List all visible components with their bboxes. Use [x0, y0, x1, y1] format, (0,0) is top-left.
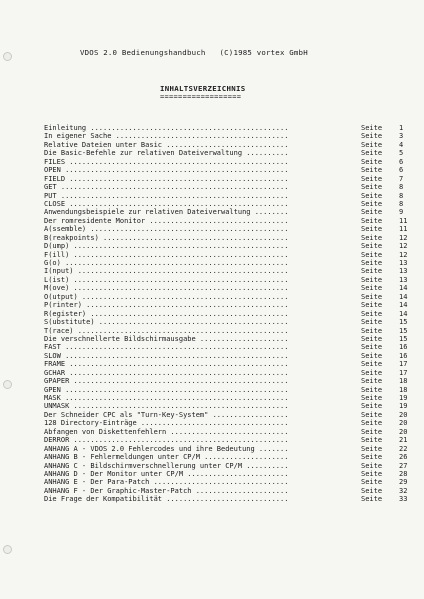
toc-page-number: 15: [399, 318, 408, 327]
toc-row: [44, 478, 416, 486]
toc-row: [44, 284, 416, 292]
punch-hole: [3, 380, 12, 389]
toc-seite-label: Seite: [361, 486, 383, 495]
toc-seite-label: Seite: [361, 242, 383, 251]
toc-seite-label: Seite: [361, 334, 383, 343]
toc-page-number: 4: [399, 140, 404, 149]
toc-seite-label: Seite: [361, 208, 383, 217]
toc-page-number: 15: [399, 326, 408, 335]
toc-entry: S(ubstitute) .............................................: [44, 318, 289, 327]
toc-page-number: 19: [399, 394, 408, 402]
toc-entry: T(race) ..................................................: [44, 326, 289, 335]
toc-seite-label: Seite: [361, 166, 383, 175]
toc-page-number: 3: [399, 132, 404, 141]
toc-row: [44, 208, 416, 216]
page-title: INHALTSVERZEICHNIS: [160, 84, 246, 93]
toc-entry: MASK .....................................................: [44, 394, 289, 402]
toc-page-number: 16: [399, 343, 408, 352]
toc-seite-label: Seite: [361, 225, 383, 234]
toc-seite-label: Seite: [361, 351, 383, 360]
toc-page-number: 14: [399, 301, 408, 310]
toc-page-number: 21: [399, 436, 408, 445]
toc-row: [44, 276, 416, 284]
toc-page-number: 6: [399, 157, 404, 166]
toc-entry: OPEN .....................................................: [44, 166, 289, 175]
toc-seite-label: Seite: [361, 453, 383, 462]
toc-seite-label: Seite: [361, 174, 383, 183]
toc-row: [44, 175, 416, 183]
toc-seite-label: Seite: [361, 326, 383, 335]
toc-seite-label: Seite: [361, 301, 383, 310]
toc-page-number: 22: [399, 444, 408, 453]
toc-entry: UNMASK ...................................................: [44, 402, 289, 411]
toc-row: [44, 141, 416, 149]
toc-entry: Relative Dateien unter Basic .............................: [44, 140, 289, 149]
toc-row: [44, 132, 416, 140]
toc-row: [44, 445, 416, 453]
toc-page-number: 13: [399, 259, 408, 267]
toc-entry: Abfangen von Diskettenfehlern ............................: [44, 427, 289, 436]
toc-page-number: 29: [399, 478, 408, 487]
toc-seite-label: Seite: [361, 368, 383, 377]
toc-entry: FIELD ....................................................: [44, 174, 289, 183]
toc-row: [44, 267, 416, 275]
toc-row: [44, 428, 416, 436]
toc-seite-label: Seite: [361, 427, 383, 436]
toc-page-number: 12: [399, 233, 408, 242]
toc-page-number: 12: [399, 250, 408, 259]
toc-page-number: 32: [399, 486, 408, 495]
toc-seite-label: Seite: [361, 233, 383, 242]
toc-seite-label: Seite: [361, 495, 383, 504]
header-copyright: (C)1985 vortex GmbH: [219, 48, 308, 57]
toc-row: [44, 217, 416, 225]
toc-page-number: 17: [399, 368, 408, 377]
toc-row: [44, 394, 416, 402]
punch-hole: [3, 52, 12, 61]
toc-entry: ANHANG D - Der Monitor unter CP/M ........................: [44, 469, 289, 478]
toc-row: [44, 411, 416, 419]
toc-page-number: 13: [399, 275, 408, 284]
toc-row: [44, 402, 416, 410]
toc-seite-label: Seite: [361, 402, 383, 411]
toc-entry: ANHANG F - Der Graphic-Master-Patch ......................: [44, 486, 289, 495]
toc-entry: M(ove) ...................................................: [44, 284, 289, 293]
toc-page-number: 20: [399, 410, 408, 419]
page-header: [80, 48, 308, 57]
toc-entry: L(ist) ...................................................: [44, 275, 289, 284]
toc-seite-label: Seite: [361, 275, 383, 284]
toc-seite-label: Seite: [361, 394, 383, 402]
toc-row: [44, 158, 416, 166]
title-underline: ==================: [160, 93, 242, 101]
toc-entry: ANHANG A - VDOS 2.0 Fehlercodes und ihre Bedeutung .......: [44, 444, 289, 453]
toc-row: [44, 453, 416, 461]
toc-page-number: 16: [399, 351, 408, 360]
toc-page-number: 27: [399, 461, 408, 470]
toc-entry: FRAME ....................................................: [44, 360, 289, 369]
toc-seite-label: Seite: [361, 132, 383, 141]
toc-page-number: 8: [399, 191, 404, 200]
toc-row: [44, 419, 416, 427]
table-of-contents: [44, 124, 416, 504]
toc-row: [44, 386, 416, 394]
toc-seite-label: Seite: [361, 149, 383, 158]
toc-row: [44, 200, 416, 208]
toc-seite-label: Seite: [361, 410, 383, 419]
toc-row: [44, 436, 416, 444]
toc-entry: FAST .....................................................: [44, 343, 289, 352]
toc-row: [44, 124, 416, 132]
toc-page-number: 12: [399, 242, 408, 251]
toc-page-number: 17: [399, 360, 408, 369]
toc-entry: B(reakpoints) ............................................: [44, 233, 289, 242]
toc-entry: GPAPER ...................................................: [44, 377, 289, 386]
toc-seite-label: Seite: [361, 157, 383, 166]
toc-row: [44, 183, 416, 191]
toc-entry: D(ump) ...................................................: [44, 242, 289, 251]
toc-seite-label: Seite: [361, 216, 383, 225]
toc-page-number: 7: [399, 174, 404, 183]
toc-entry: CLOSE ....................................................: [44, 199, 289, 208]
toc-seite-label: Seite: [361, 419, 383, 428]
toc-entry: GPEN .....................................................: [44, 385, 289, 394]
toc-row: [44, 251, 416, 259]
toc-page-number: 19: [399, 402, 408, 411]
toc-page-number: 26: [399, 453, 408, 462]
toc-row: [44, 335, 416, 343]
toc-page-number: 6: [399, 166, 404, 175]
toc-page-number: 8: [399, 183, 404, 192]
toc-row: [44, 377, 416, 385]
toc-page-number: 1: [399, 124, 404, 132]
toc-page-number: 28: [399, 469, 408, 478]
toc-seite-label: Seite: [361, 267, 383, 276]
toc-page-number: 11: [399, 225, 408, 234]
punch-hole: [3, 545, 12, 554]
toc-entry: GET ......................................................: [44, 183, 289, 192]
toc-row: [44, 343, 416, 351]
toc-row: [44, 360, 416, 368]
toc-entry: P(rinter) ................................................: [44, 301, 289, 310]
toc-page-number: 14: [399, 292, 408, 301]
toc-seite-label: Seite: [361, 124, 383, 132]
toc-seite-label: Seite: [361, 259, 383, 267]
toc-entry: SLOW .....................................................: [44, 351, 289, 360]
toc-seite-label: Seite: [361, 436, 383, 445]
toc-entry: ANHANG B - Fehlermeldungen unter CP/M ....................: [44, 453, 289, 462]
toc-row: [44, 225, 416, 233]
toc-entry: G(o) .....................................................: [44, 259, 289, 267]
toc-page-number: 8: [399, 199, 404, 208]
toc-row: [44, 327, 416, 335]
toc-page-number: 15: [399, 334, 408, 343]
toc-entry: Einleitung ...............................................: [44, 124, 289, 132]
toc-row: [44, 293, 416, 301]
toc-entry: Die verschnellerte Bildschirmausgabe .....................: [44, 334, 289, 343]
toc-page-number: 11: [399, 216, 408, 225]
toc-row: [44, 310, 416, 318]
toc-page-number: 33: [399, 495, 408, 504]
toc-entry: Der Schneider CPC als "Turn-Key-System" ..................: [44, 410, 289, 419]
toc-page-number: 13: [399, 267, 408, 276]
toc-entry: R(egister) ...............................................: [44, 309, 289, 318]
toc-entry: ANHANG C - Bildschirmverschnellerung unter CP/M ..........: [44, 461, 289, 470]
toc-row: [44, 470, 416, 478]
toc-page-number: 14: [399, 309, 408, 318]
header-product: VDOS 2.0 Bedienungshandbuch: [80, 48, 206, 57]
toc-row: [44, 301, 416, 309]
toc-page-number: 20: [399, 427, 408, 436]
toc-seite-label: Seite: [361, 140, 383, 149]
toc-page-number: 18: [399, 385, 408, 394]
toc-entry: 128 Directory-Einträge ...................................: [44, 419, 289, 428]
toc-row: [44, 369, 416, 377]
toc-entry: O(utput) .................................................: [44, 292, 289, 301]
toc-seite-label: Seite: [361, 292, 383, 301]
toc-entry: Die Frage der Kompatibilität .............................: [44, 495, 289, 504]
toc-seite-label: Seite: [361, 444, 383, 453]
toc-row: [44, 487, 416, 495]
toc-entry: I(nput) ..................................................: [44, 267, 289, 276]
toc-row: [44, 352, 416, 360]
toc-row: [44, 259, 416, 267]
toc-entry: PUT ......................................................: [44, 191, 289, 200]
toc-row: [44, 234, 416, 242]
toc-seite-label: Seite: [361, 318, 383, 327]
toc-seite-label: Seite: [361, 284, 383, 293]
toc-row: [44, 149, 416, 157]
toc-seite-label: Seite: [361, 360, 383, 369]
toc-seite-label: Seite: [361, 343, 383, 352]
toc-row: [44, 192, 416, 200]
toc-row: [44, 495, 416, 503]
toc-entry: Anwendungsbeispiele zur relativen Dateiverwaltung ........: [44, 208, 289, 217]
toc-seite-label: Seite: [361, 191, 383, 200]
toc-page-number: 20: [399, 419, 408, 428]
toc-row: [44, 242, 416, 250]
toc-entry: FILES ....................................................: [44, 157, 289, 166]
toc-entry: Die Basic-Befehle zur relativen Dateiverwaltung ..........: [44, 149, 289, 158]
toc-seite-label: Seite: [361, 461, 383, 470]
toc-entry: In eigener Sache .........................................: [44, 132, 289, 141]
toc-seite-label: Seite: [361, 469, 383, 478]
toc-page-number: 18: [399, 377, 408, 386]
toc-row: [44, 166, 416, 174]
toc-entry: Der romresidente Monitor .................................: [44, 216, 289, 225]
toc-page-number: 9: [399, 208, 404, 217]
toc-seite-label: Seite: [361, 385, 383, 394]
toc-seite-label: Seite: [361, 250, 383, 259]
toc-entry: DERROR ...................................................: [44, 436, 289, 445]
toc-seite-label: Seite: [361, 478, 383, 487]
toc-entry: GCHAR ....................................................: [44, 368, 289, 377]
toc-seite-label: Seite: [361, 309, 383, 318]
toc-entry: F(ill) ...................................................: [44, 250, 289, 259]
toc-seite-label: Seite: [361, 183, 383, 192]
toc-row: [44, 462, 416, 470]
toc-seite-label: Seite: [361, 377, 383, 386]
toc-entry: A(ssemble) ...............................................: [44, 225, 289, 234]
toc-row: [44, 318, 416, 326]
toc-page-number: 14: [399, 284, 408, 293]
toc-page-number: 5: [399, 149, 404, 158]
toc-entry: ANHANG E - Der Para-Patch ................................: [44, 478, 289, 487]
toc-seite-label: Seite: [361, 199, 383, 208]
